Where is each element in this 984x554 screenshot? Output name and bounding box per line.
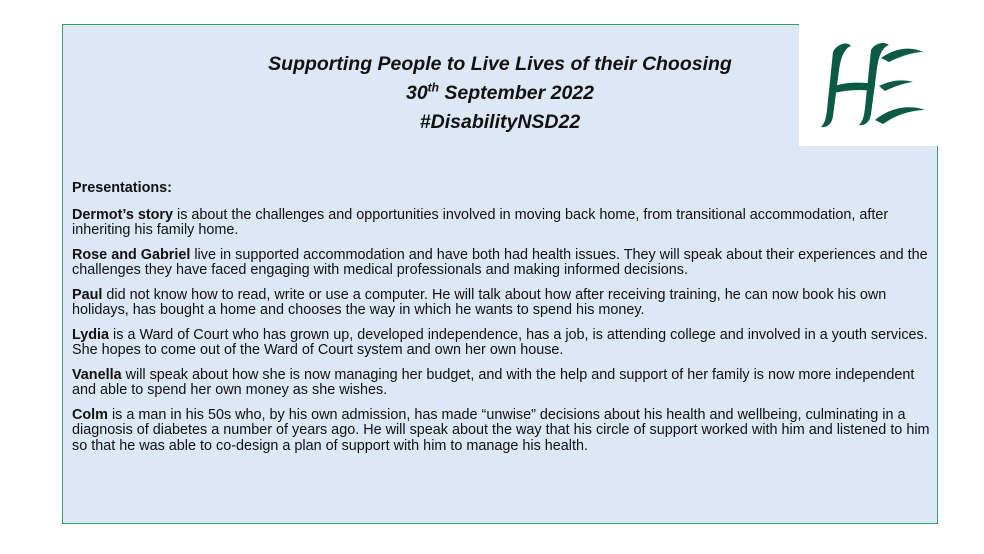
presentations-section bbox=[72, 181, 930, 463]
event-date-day: 30 bbox=[405, 82, 428, 104]
event-date bbox=[62, 79, 938, 108]
presentation-item bbox=[72, 328, 930, 359]
presenter-name: Colm bbox=[72, 406, 108, 423]
presentation-item bbox=[72, 408, 930, 455]
presentation-description: is a man in his 50s who, by his own admission, has made “unwise” decisions about his health and wellbeing, culminating in a diagnosis of diabetes a number of years ago. He will speak about the way that his circle of support worked with him and listened to him so that he was able to co-design a plan of support with him to manage his health. bbox=[72, 406, 930, 454]
presentation-description: did not know how to read, write or use a computer. He will talk about how after receiving training, he can now book his own holidays, has bought a home and chooses the way in which he wants to spend his money. bbox=[72, 286, 887, 318]
event-hashtag: #DisabilityNSD22 bbox=[419, 111, 581, 133]
presenter-name: Lydia bbox=[72, 326, 110, 343]
presenter-name: Rose and Gabriel bbox=[72, 246, 191, 263]
presentation-item bbox=[72, 208, 930, 239]
presenter-name: Dermot’s story bbox=[72, 206, 174, 223]
presentation-description: will speak about how she is now managing her budget, and with the help and support of her family is now more independent and able to spend her own money as she wishes. bbox=[72, 366, 915, 398]
slide-header bbox=[62, 50, 938, 137]
presentation-description: is about the challenges and opportunities involved in moving back home, from transitional accommodation, after inheriting his family home. bbox=[72, 206, 889, 238]
event-date-suffix: th bbox=[427, 80, 439, 95]
presentation-item bbox=[72, 288, 930, 319]
event-title: Supporting People to Live Lives of their Choosing bbox=[268, 53, 732, 75]
presentation-item bbox=[72, 368, 930, 399]
presenter-name: Vanella bbox=[72, 366, 122, 383]
presentation-item bbox=[72, 248, 930, 279]
presentation-description: live in supported accommodation and have both had health issues. They will speak about their experiences and the challenges they have faced engaging with medical professionals and making informed decisions. bbox=[72, 246, 928, 278]
presentation-description: is a Ward of Court who has grown up, developed independence, has a job, is attending college and involved in a youth services. She hopes to come out of the Ward of Court system and own her own house. bbox=[72, 326, 928, 358]
presenter-name: Paul bbox=[72, 286, 103, 303]
presentations-heading: Presentations: bbox=[72, 180, 172, 196]
event-date-rest: September 2022 bbox=[439, 82, 595, 104]
